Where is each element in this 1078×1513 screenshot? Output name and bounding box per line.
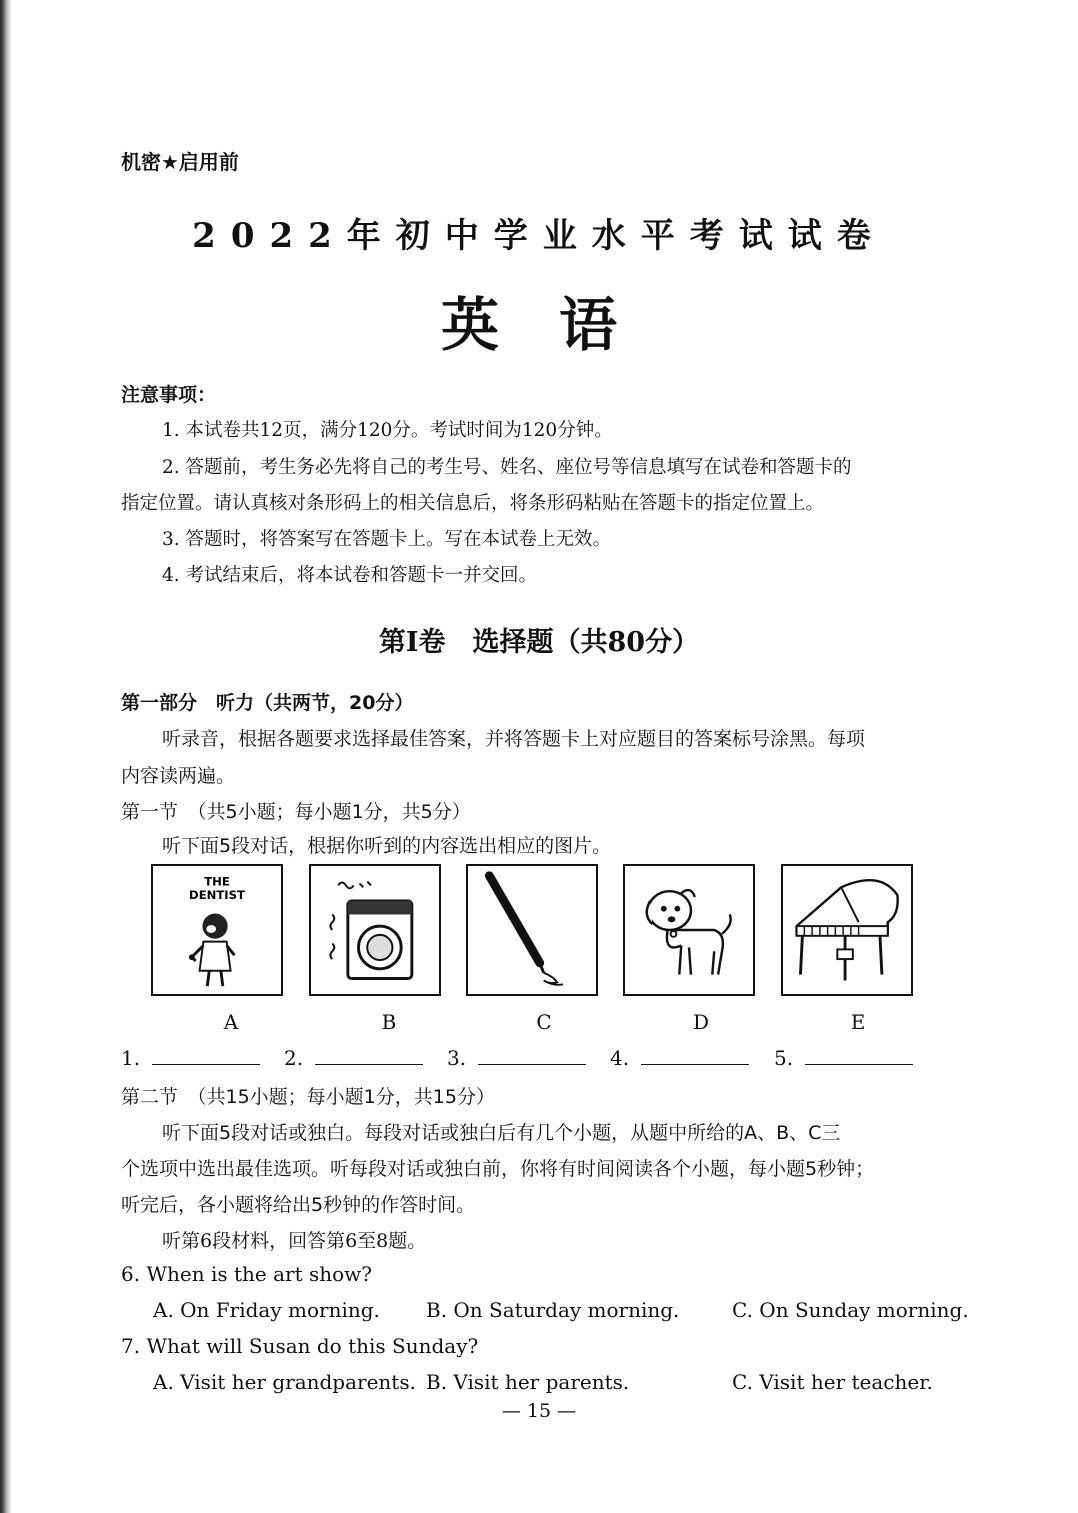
blank-line — [152, 1046, 260, 1065]
option-7c[interactable]: C. Visit her teacher. — [732, 1370, 933, 1394]
blank-line — [478, 1046, 586, 1065]
answer-blank-3[interactable] — [447, 1046, 586, 1070]
option-6a[interactable]: A. On Friday morning. — [153, 1298, 380, 1322]
option-6c[interactable]: C. On Sunday morning. — [732, 1298, 969, 1322]
picture-label: C — [536, 1010, 552, 1034]
section-title: 第I卷 选择题（共80分） — [378, 627, 700, 658]
subsection-instructions: 听下面5段对话，根据你听到的内容选出相应的图片。 — [162, 835, 612, 857]
answer-blank-2[interactable] — [284, 1046, 423, 1070]
notes-heading: 注意事项： — [121, 384, 217, 406]
subsection-title: 第二节 （共15小题；每小题1分，共15分） — [121, 1086, 495, 1108]
blank-line — [315, 1046, 423, 1065]
blank-number: 3. — [447, 1046, 467, 1070]
picture-a-dentist — [151, 864, 283, 996]
instructions-line: 听下面5段对话或独白。每段对话或独白后有几个小题，从题中所给的A、B、C三 — [162, 1122, 841, 1144]
note-item: 3. 答题时，将答案写在答题卡上。写在本试卷上无效。 — [162, 529, 612, 550]
note-item: 4. 考试结束后，将本试卷和答题卡一并交回。 — [162, 565, 538, 586]
part-title: 第一部分 听力（共两节，20分） — [121, 692, 414, 714]
exam-title: 2022年初中学业水平考试试卷 — [192, 216, 886, 256]
subject-title: 英语 — [440, 291, 677, 359]
question-7 — [121, 1334, 478, 1358]
option-7b[interactable]: B. Visit her parents. — [426, 1370, 630, 1394]
pen-icon — [468, 866, 596, 994]
page-number: — 15 — — [501, 1400, 577, 1422]
picture-caption: THE — [204, 874, 230, 889]
question-text: When is the art show? — [146, 1262, 372, 1286]
note-item: 指定位置。请认真核对条形码上的相关信息后，将条形码粘贴在答题卡的指定位置上。 — [121, 493, 825, 514]
blank-number: 4. — [610, 1046, 630, 1070]
option-7a[interactable]: A. Visit her grandparents. — [153, 1370, 416, 1394]
subsection-title: 第一节 （共5小题；每小题1分，共5分） — [121, 801, 471, 823]
dog-icon — [625, 866, 753, 994]
dentist-icon — [153, 866, 281, 994]
picture-caption: DENTIST — [189, 887, 245, 902]
picture-label: E — [850, 1010, 866, 1034]
blank-number: 2. — [284, 1046, 304, 1070]
note-item: 2. 答题前，考生务必先将自己的考生号、姓名、座位号等信息填写在试卷和答题卡的 — [162, 457, 852, 478]
picture-c-pen — [466, 864, 598, 996]
instructions-line: 听完后，各小题将给出5秒钟的作答时间。 — [121, 1194, 476, 1216]
option-6b[interactable]: B. On Saturday morning. — [426, 1298, 680, 1322]
instructions-line: 个选项中选出最佳选项。听每段对话或独白前，你将有时间阅读各个小题，每小题5秒钟； — [121, 1158, 875, 1180]
question-number: 7. — [121, 1334, 141, 1358]
blank-number: 5. — [774, 1046, 794, 1070]
picture-e-piano — [781, 864, 913, 996]
answer-blank-5[interactable] — [774, 1046, 913, 1070]
instructions-line: 听录音，根据各题要求选择最佳答案，并将答题卡上对应题目的答案标号涂黑。每项 — [162, 728, 866, 750]
washing-machine-icon — [311, 866, 439, 994]
question-6 — [121, 1262, 372, 1286]
note-item: 1. 本试卷共12页，满分120分。考试时间为120分钟。 — [162, 420, 613, 441]
material-note: 听第6段材料，回答第6至8题。 — [162, 1230, 427, 1252]
instructions-line: 内容读两遍。 — [121, 765, 236, 787]
confidential-label: 机密★启用前 — [121, 150, 239, 174]
blank-number: 1. — [121, 1046, 141, 1070]
picture-label: B — [381, 1010, 397, 1034]
picture-d-dog — [623, 864, 755, 996]
picture-label: A — [223, 1010, 239, 1034]
blank-line — [641, 1046, 749, 1065]
picture-b-washing-machine — [309, 864, 441, 996]
picture-label: D — [692, 1010, 710, 1034]
question-text: What will Susan do this Sunday? — [146, 1334, 479, 1358]
answer-blank-1[interactable] — [121, 1046, 260, 1070]
piano-icon — [783, 866, 911, 994]
question-number: 6. — [121, 1262, 141, 1286]
blank-line — [805, 1046, 913, 1065]
answer-blank-4[interactable] — [610, 1046, 749, 1070]
